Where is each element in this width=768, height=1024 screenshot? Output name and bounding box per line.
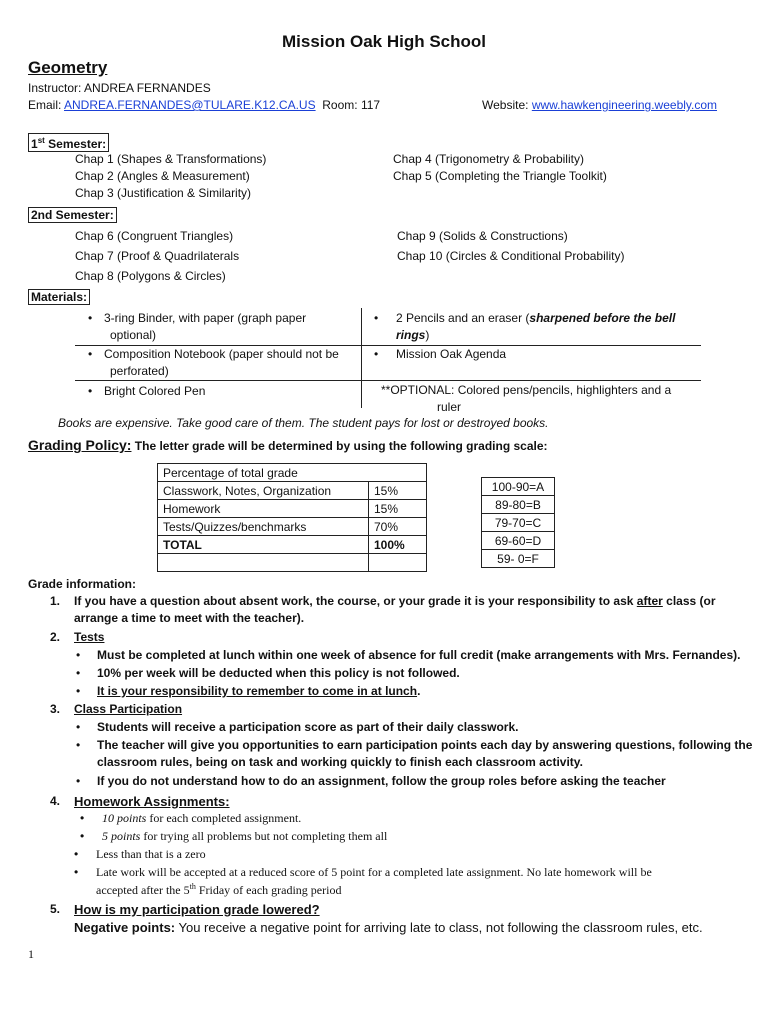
- email-link[interactable]: ANDREA.FERNANDES@TULARE.K12.CA.US: [64, 98, 316, 112]
- bullet-glyph: •: [76, 666, 81, 680]
- website-line: [482, 98, 717, 112]
- material-emphasis: sharpened before the bell: [529, 311, 676, 325]
- table-cell: 15%: [369, 482, 427, 500]
- materials-label: Materials:: [28, 289, 90, 305]
- table-cell: 15%: [369, 500, 427, 518]
- table-row: [482, 532, 555, 550]
- list-number: 1.: [50, 594, 61, 608]
- item-text: .: [417, 684, 421, 698]
- table-row: [158, 500, 427, 518]
- bullet-glyph: •: [76, 720, 81, 734]
- bullet-glyph: •: [88, 384, 93, 398]
- room-label: Room: 117: [322, 98, 381, 112]
- letter-scale-table: [481, 477, 555, 568]
- grade-info-item: Class Participation: [74, 702, 183, 716]
- sub-item: Less than that is a zero: [96, 847, 206, 861]
- table-cell: 70%: [369, 518, 427, 536]
- table-cell: Tests/Quizzes/benchmarks: [158, 518, 369, 536]
- table-row: [482, 478, 555, 496]
- sub-item: [102, 829, 387, 844]
- sub-item: The teacher will give you opportunities to earn participation points each day by answering questions, following the: [97, 738, 753, 752]
- scale-cell: 100-90=A: [482, 478, 555, 496]
- item-text: If you have a question about absent work, the course, or your grade it is your responsibility to ask: [74, 594, 637, 608]
- chapter-item: Chap 2 (Angles & Measurement): [75, 169, 250, 183]
- semester2-label: 2nd Semester:: [28, 207, 117, 223]
- item-text: Friday of each grading period: [195, 883, 342, 897]
- bullet-glyph: •: [88, 347, 93, 361]
- item-text: for trying all problems but not completing them all: [140, 829, 388, 843]
- instructor-line: Instructor: ANDREA FERNANDES: [28, 81, 211, 95]
- item-emphasis: 5 points: [102, 829, 141, 843]
- materials-divider: [361, 308, 362, 408]
- item-emphasis: 10 points: [102, 811, 147, 825]
- item-text: for each completed assignment.: [146, 811, 302, 825]
- table-cell: Classwork, Notes, Organization: [158, 482, 369, 500]
- chapter-item: Chap 8 (Polygons & Circles): [75, 269, 226, 283]
- bullet-glyph: •: [80, 811, 85, 825]
- material-item: Mission Oak Agenda: [396, 347, 507, 361]
- material-text: 2 Pencils and an eraser (: [396, 311, 530, 325]
- bullet-glyph: •: [74, 865, 79, 879]
- bullet-glyph: •: [76, 738, 81, 752]
- list-number: 4.: [50, 794, 61, 808]
- scale-cell: 69-60=D: [482, 532, 555, 550]
- item-text: class (or: [662, 594, 716, 608]
- material-item: [396, 311, 675, 325]
- list-number: 2.: [50, 630, 61, 644]
- item-emphasis: It is your responsibility to remember to come in at lunch: [97, 684, 418, 698]
- table-row: [158, 482, 427, 500]
- sub-item: [102, 811, 301, 826]
- books-note: Books are expensive. Take good care of them. The student pays for lost or destroyed books.: [58, 416, 549, 430]
- negative-points-line: [74, 920, 703, 935]
- school-title: Mission Oak High School: [281, 32, 487, 51]
- table-row: [482, 550, 555, 568]
- table-row: [158, 536, 427, 554]
- sub-item: If you do not understand how to do an assignment, follow the group roles before asking the teacher: [97, 774, 666, 788]
- chapter-item: Chap 3 (Justification & Similarity): [75, 186, 252, 200]
- table-row: [158, 464, 427, 482]
- material-item: Composition Notebook (paper should not be: [104, 347, 339, 361]
- chapter-item: Chap 10 (Circles & Conditional Probability): [397, 249, 625, 263]
- material-item: **OPTIONAL: Colored pens/pencils, highlighters and a: [381, 383, 672, 397]
- table-row: [482, 496, 555, 514]
- negative-points-text: You receive a negative point for arriving late to class, not following the classroom rules, etc.: [175, 920, 703, 935]
- grade-info-item: Tests: [74, 630, 105, 644]
- material-item-cont: optional): [110, 328, 157, 342]
- chapter-item: Chap 6 (Congruent Triangles): [75, 229, 234, 243]
- grading-policy-heading: Grading Policy:: [28, 437, 132, 453]
- list-number: 5.: [50, 902, 61, 916]
- material-item-cont: ruler: [437, 400, 462, 414]
- materials-rule: [75, 380, 701, 381]
- website-link[interactable]: www.hawkengineering.weebly.com: [531, 98, 718, 112]
- sub-item: [97, 684, 420, 698]
- semester1-label-rest: Semester:: [44, 137, 107, 151]
- material-text: ): [425, 328, 430, 342]
- material-item: 3-ring Binder, with paper (graph paper: [104, 311, 307, 325]
- bullet-glyph: •: [74, 847, 79, 861]
- semester1-label: [28, 133, 109, 152]
- material-emphasis: rings: [396, 328, 426, 342]
- table-row: [158, 554, 427, 572]
- bullet-glyph: •: [76, 684, 81, 698]
- chapter-item: Chap 7 (Proof & Quadrilaterals: [75, 249, 240, 263]
- sub-item-cont: classroom rules, being on task and working quickly to finish each classroom activity.: [97, 755, 583, 769]
- table-row: [482, 514, 555, 532]
- sub-item: Must be completed at lunch within one week of absence for full credit (make arrangements with Mrs. Fernandes).: [97, 648, 741, 662]
- material-item: Bright Colored Pen: [104, 384, 206, 398]
- negative-points-label: Negative points:: [74, 920, 176, 935]
- material-item-cont: perforated): [110, 364, 169, 378]
- grade-info-item: How is my participation grade lowered?: [74, 902, 320, 917]
- chapter-item: Chap 4 (Trigonometry & Probability): [393, 152, 584, 166]
- page-number: 1: [28, 947, 34, 961]
- item-emphasis: after: [636, 594, 663, 608]
- subject-heading: Geometry: [28, 58, 108, 77]
- sub-item: Late work will be accepted at a reduced score of 5 point for a completed late assignment. No late homework will be: [96, 865, 652, 879]
- grade-info-item: Homework Assignments:: [74, 794, 230, 809]
- grade-info-heading: Grade information:: [28, 577, 137, 591]
- table-cell-empty: [369, 554, 427, 572]
- website-label: Website:: [482, 98, 532, 112]
- table-header: Percentage of total grade: [158, 464, 427, 482]
- email-label: Email:: [28, 98, 65, 112]
- table-cell: Homework: [158, 500, 369, 518]
- sub-item: Students will receive a participation score as part of their daily classwork.: [97, 720, 519, 734]
- bullet-glyph: •: [80, 829, 85, 843]
- bullet-glyph: •: [374, 347, 379, 361]
- table-cell-empty: [158, 554, 369, 572]
- grade-info-item-cont: arrange a time to meet with the teacher).: [74, 611, 305, 625]
- sub-item: 10% per week will be deducted when this policy is not followed.: [97, 666, 460, 680]
- grade-info-item: [74, 594, 716, 608]
- table-cell: TOTAL: [158, 536, 369, 554]
- bullet-glyph: •: [76, 648, 81, 662]
- scale-cell: 79-70=C: [482, 514, 555, 532]
- bullet-glyph: •: [374, 311, 379, 325]
- email-line: [28, 98, 380, 112]
- scale-cell: 89-80=B: [482, 496, 555, 514]
- table-cell: 100%: [369, 536, 427, 554]
- list-number: 3.: [50, 702, 61, 716]
- grading-policy-line: [28, 437, 548, 453]
- scale-cell: 59- 0=F: [482, 550, 555, 568]
- chapter-item: Chap 5 (Completing the Triangle Toolkit): [393, 169, 607, 183]
- semester1-label-num: 1: [31, 137, 38, 151]
- material-item-cont: [396, 328, 429, 342]
- materials-rule: [75, 345, 701, 346]
- table-row: [158, 518, 427, 536]
- bullet-glyph: •: [88, 311, 93, 325]
- bullet-glyph: •: [76, 774, 81, 788]
- semester1-label-sup: st: [37, 136, 45, 145]
- sub-item-cont: [96, 882, 341, 898]
- item-sup: th: [189, 882, 196, 891]
- grading-policy-intro: The letter grade will be determined by using the following grading scale:: [131, 439, 548, 453]
- item-text: accepted after the 5: [96, 883, 190, 897]
- grade-weight-table: [157, 463, 427, 572]
- chapter-item: Chap 1 (Shapes & Transformations): [75, 152, 267, 166]
- chapter-item: Chap 9 (Solids & Constructions): [397, 229, 568, 243]
